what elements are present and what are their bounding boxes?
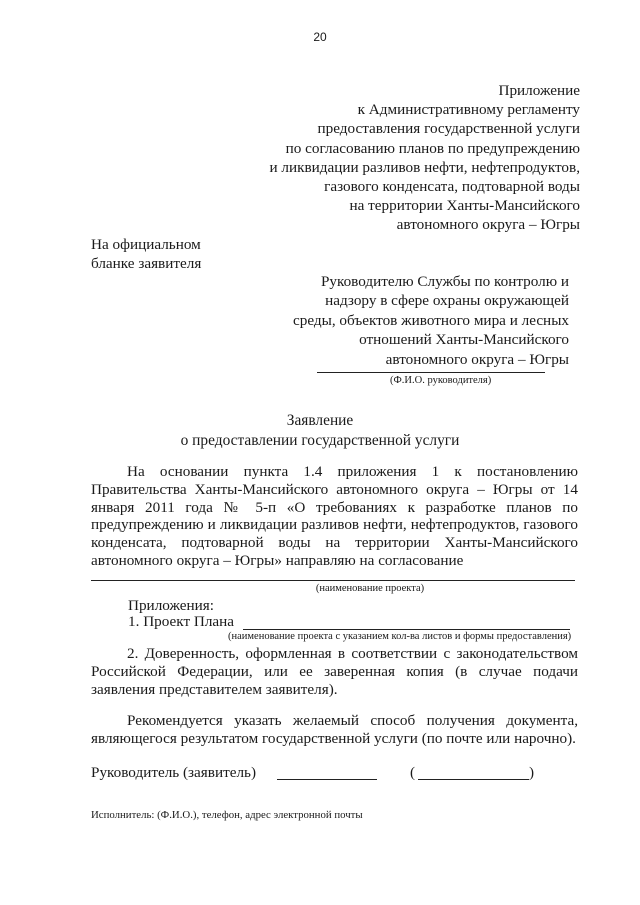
appendix-line: автономного округа – Югры [396,216,580,234]
recommend-line: Рекомендуется указать желаемый способ получения документа, [127,712,578,729]
main-paragraph [91,463,578,570]
plan-name-caption: (наименование проекта с указанием кол-ва листов и формы предоставления) [228,631,572,642]
addressee-line: автономного округа – Югры [385,350,569,368]
project-name-caption: (наименование проекта) [315,583,425,594]
addressee-line: среды, объектов животного мира и лесных [293,311,569,329]
signer-label: Руководитель (заявитель) [91,764,257,781]
paragraph-line: января 2011 года № 5-п «О требованиях к разработке планов по [91,498,578,516]
paragraph-line: предупреждению и ликвидации разливов нефти, нефтепродуктов, газового [91,516,578,534]
letterhead-line: На официальном [91,236,201,253]
addressee-line: надзору в сфере охраны окружающей [325,292,569,310]
signature-line [277,779,377,780]
attachment-item-2 [91,645,578,698]
recommend-line: являющегося результатом государственной услуги (по почте или нарочно). [91,729,576,747]
document-title [0,411,640,450]
paragraph-line: автономного округа – Югры» направляю на согласование [91,551,464,569]
paragraph-line: На основании пункта 1.4 приложения 1 к постановлению [127,463,578,480]
appendix-line: предоставления государственной услуги [317,120,580,138]
signer-name-paren-close: ) [529,764,535,781]
attachments-label: Приложения: [128,597,214,614]
appendix-line: Приложение [498,82,580,99]
addressee-block [249,272,569,369]
appendix-line: по согласованию планов по предупреждению [285,139,580,157]
item2-line: Российской Федерации, или ее заверенная копия (в случае подачи [91,662,578,680]
letterhead-note [91,235,201,274]
paragraph-line: конденсата, подтоварной воды на территории Ханты-Мансийского [91,534,578,552]
recommendation [91,712,578,748]
page-number: 20 [313,30,327,44]
appendix-header [160,81,580,235]
item2-line: 2. Доверенность, оформленная в соответствии с законодательством [127,645,578,662]
appendix-line: на территории Ханты-Мансийского [349,197,580,215]
addressee-line: Руководителю Службы по контролю и [320,273,569,290]
title-line-2: о предоставлении государственной услуги [180,431,460,449]
addressee-line: отношений Ханты-Мансийского [359,331,569,349]
appendix-line: газового конденсата, подтоварной воды [324,178,580,196]
letterhead-line: бланке заявителя [91,255,202,273]
project-name-line [91,580,575,581]
executor-note: Исполнитель: (Ф.И.О.), телефон, адрес электронной почты [91,809,363,821]
signer-name-paren-open: ( [410,764,416,781]
attachment-item-1: 1. Проект Плана [128,613,235,630]
appendix-line: к Административному регламенту [357,101,580,119]
plan-name-line [243,629,570,630]
paragraph-line: Правительства Ханты-Мансийского автономного округа – Югры от 14 [91,480,578,498]
title-line-1: Заявление [286,412,354,429]
head-name-line [317,372,545,373]
head-name-caption: (Ф.И.О. руководителя) [390,375,492,386]
signer-name-line [418,779,529,780]
appendix-line: и ликвидации разливов нефти, нефтепродуктов, [269,158,580,176]
item2-line: заявления представителем заявителя). [91,680,338,698]
